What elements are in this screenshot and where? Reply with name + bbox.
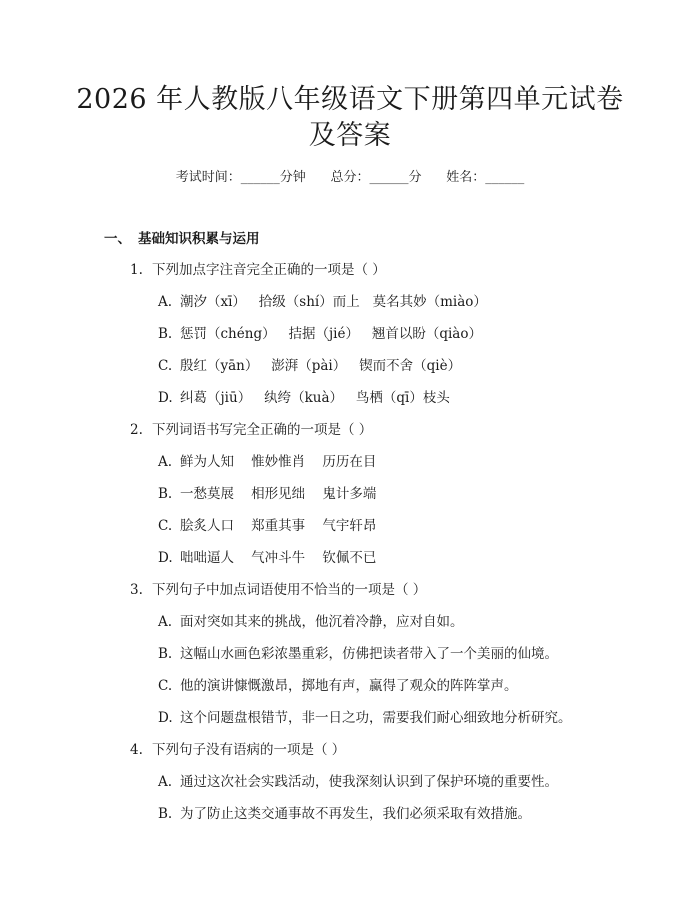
question-3-option-c xyxy=(158,676,518,696)
option-text: 为了防止这类交通事故不再发生，我们必须采取有效措施。 xyxy=(180,806,531,822)
option-label: B. xyxy=(158,326,173,342)
question-3 xyxy=(130,580,426,600)
question-2-option-b xyxy=(158,484,376,504)
option-label: B. xyxy=(158,646,173,662)
question-stem: 下列加点字注音完全正确的一项是（ ） xyxy=(152,262,386,278)
section-title: 基础知识积累与运用 xyxy=(138,231,260,247)
option-label: A. xyxy=(158,454,173,470)
question-2 xyxy=(130,420,372,440)
option-text: 脍炙人口 郑重其事 气宇轩昂 xyxy=(180,518,377,534)
option-text: 惩罚（chéng） 拮据（jié） 翘首以盼（qiào） xyxy=(180,326,482,342)
question-2-option-a xyxy=(158,452,376,472)
question-4 xyxy=(130,740,345,760)
exam-meta-line: 考试时间：______分钟 总分：______分 姓名：______ xyxy=(175,170,525,185)
option-text: 殷红（yān） 澎湃（pài） 锲而不舍（qiè） xyxy=(180,358,462,374)
question-1-option-d xyxy=(158,388,450,408)
option-text: 他的演讲慷慨激昂，掷地有声，赢得了观众的阵阵掌声。 xyxy=(180,678,518,694)
option-label: C. xyxy=(158,358,173,374)
question-number: 1. xyxy=(130,262,143,278)
question-3-option-d xyxy=(158,708,572,728)
option-text: 咄咄逼人 气冲斗牛 钦佩不已 xyxy=(180,550,377,566)
question-3-option-a xyxy=(158,612,464,632)
section-number: 一、 xyxy=(104,231,131,247)
question-4-option-a xyxy=(158,772,558,792)
option-text: 通过这次社会实践活动，使我深刻认识到了保护环境的重要性。 xyxy=(180,774,558,790)
option-label: A. xyxy=(158,774,173,790)
option-text: 一愁莫展 相形见绌 鬼计多端 xyxy=(180,486,377,502)
question-number: 3. xyxy=(130,582,143,598)
option-label: D. xyxy=(158,550,173,566)
question-4-option-b xyxy=(158,804,531,824)
option-label: C. xyxy=(158,518,173,534)
option-text: 潮汐（xī） 拾级（shí）而上 莫名其妙（miào） xyxy=(180,294,487,310)
option-label: B. xyxy=(158,806,173,822)
option-text: 这幅山水画色彩浓墨重彩，仿佛把读者带入了一个美丽的仙境。 xyxy=(180,646,558,662)
question-1-option-a xyxy=(158,292,487,312)
option-label: D. xyxy=(158,390,173,406)
option-label: A. xyxy=(158,614,173,630)
option-label: D. xyxy=(158,710,173,726)
option-text: 这个问题盘根错节，非一日之功，需要我们耐心细致地分析研究。 xyxy=(180,710,572,726)
section-heading xyxy=(104,229,260,249)
document-title-line-2: 及答案 xyxy=(308,120,392,151)
question-number: 2. xyxy=(130,422,143,438)
question-number: 4. xyxy=(130,742,143,758)
document-title-line-1: 2026 年人教版八年级语文下册第四单元试卷 xyxy=(76,84,624,115)
option-text: 面对突如其来的挑战，他沉着冷静，应对自如。 xyxy=(180,614,464,630)
option-text: 鲜为人知 惟妙惟肖 历历在目 xyxy=(180,454,377,470)
question-1-option-c xyxy=(158,356,461,376)
question-stem: 下列句子没有语病的一项是（ ） xyxy=(152,742,346,758)
option-text: 纠葛（jiū） 纨绔（kuà） 鸟栖（qī）枝头 xyxy=(180,390,450,406)
option-label: C. xyxy=(158,678,173,694)
question-1 xyxy=(130,260,386,280)
question-stem: 下列词语书写完全正确的一项是（ ） xyxy=(152,422,373,438)
option-label: B. xyxy=(158,486,173,502)
option-label: A. xyxy=(158,294,173,310)
question-3-option-b xyxy=(158,644,558,664)
question-stem: 下列句子中加点词语使用不恰当的一项是（ ） xyxy=(152,582,427,598)
question-2-option-c xyxy=(158,516,376,536)
question-2-option-d xyxy=(158,548,376,568)
question-1-option-b xyxy=(158,324,482,344)
